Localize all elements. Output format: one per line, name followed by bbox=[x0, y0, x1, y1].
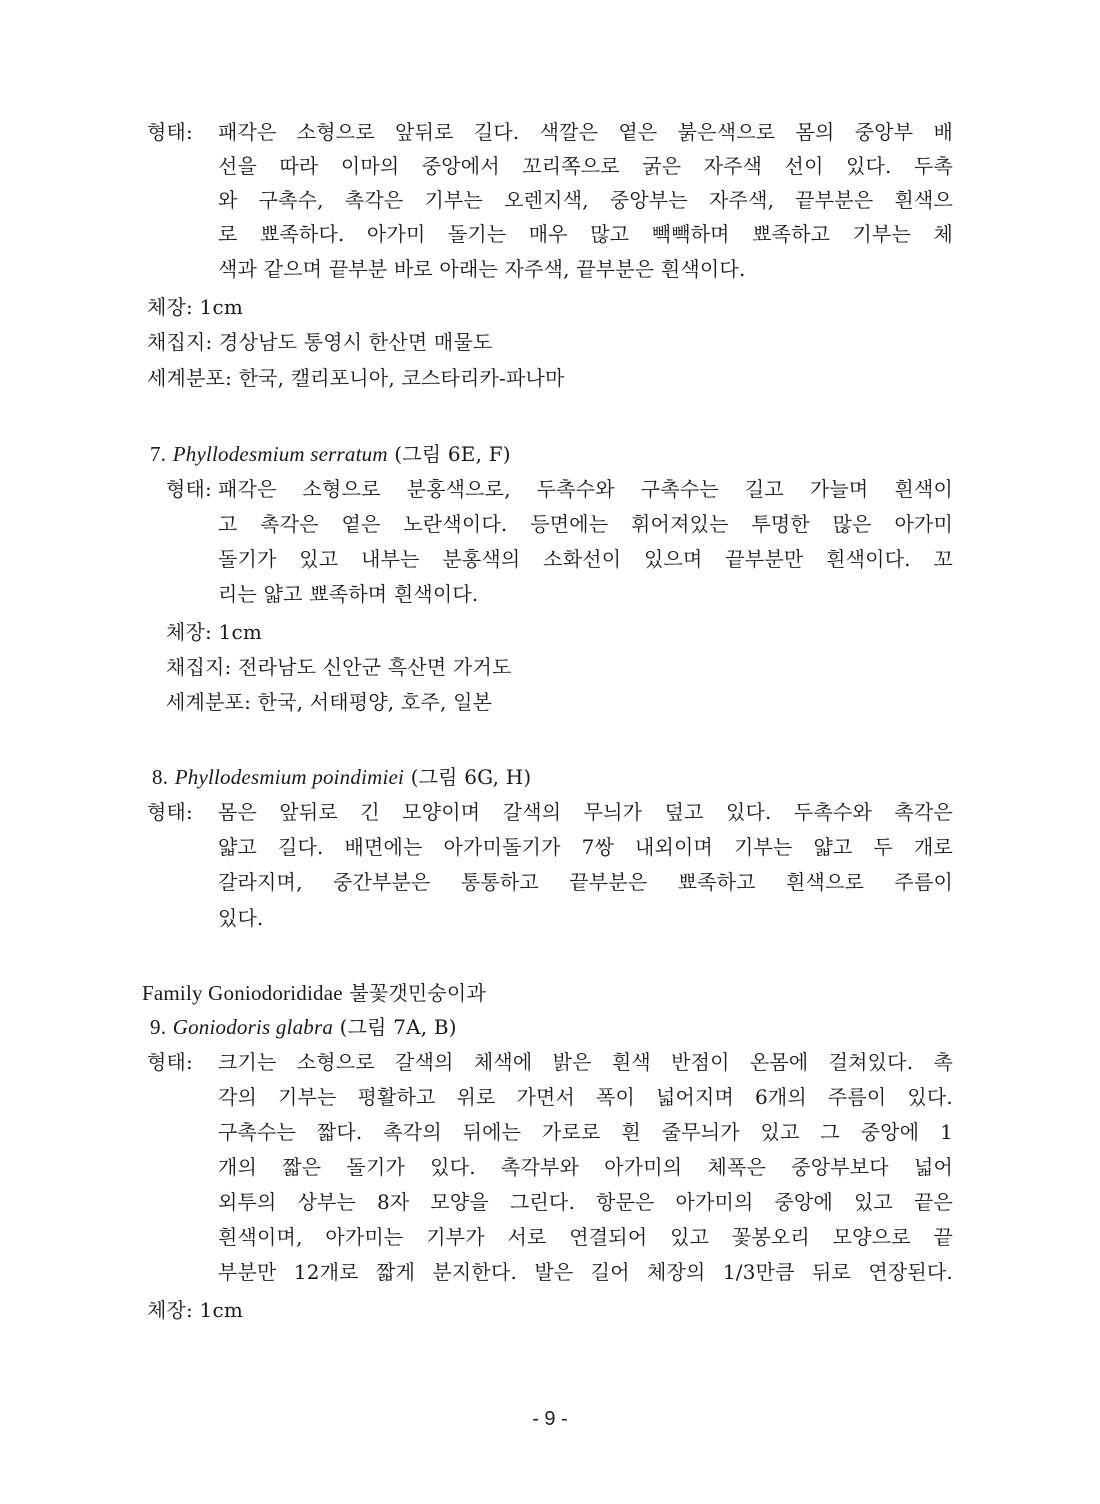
form-line: 몸은 앞뒤로 긴 모양이며 갈색의 무늬가 덮고 있다. 두촉수와 촉각은 bbox=[218, 800, 953, 824]
figure-reference: (그림 6G, H) bbox=[410, 765, 532, 789]
form-line: 얇고 길다. 배면에는 아가미돌기가 7쌍 내외이며 기부는 얇고 두 개로 bbox=[218, 835, 953, 859]
entry-number: 7. bbox=[150, 442, 167, 466]
collection-site: 채집지: 전라남도 신안군 흑산면 가거도 bbox=[166, 655, 512, 679]
form-label: 형태: bbox=[147, 1050, 193, 1074]
form-line: 돌기가 있고 내부는 분홍색의 소화선이 있으며 끝부분만 흰색이다. 꼬 bbox=[218, 547, 953, 571]
body-length: 체장: 1cm bbox=[147, 1298, 244, 1322]
form-line: 와 구촉수, 촉각은 기부는 오렌지색, 중앙부는 자주색, 끝부분은 흰색으 bbox=[218, 188, 953, 212]
form-line: 패각은 소형으로 앞뒤로 길다. 색깔은 옅은 붉은색으로 몸의 중앙부 배 bbox=[218, 120, 953, 144]
entry-number: 8. bbox=[152, 765, 169, 789]
species-name: Phyllodesmium poindimiei bbox=[174, 765, 405, 789]
form-label: 형태: bbox=[166, 477, 212, 501]
form-line: 크기는 소형으로 갈색의 체색에 밝은 흰색 반점이 온몸에 걸쳐있다. 촉 bbox=[218, 1050, 953, 1074]
form-line: 고 촉각은 옅은 노란색이다. 등면에는 휘어져있는 투명한 많은 아가미 bbox=[218, 512, 953, 536]
page-number: - 9 - bbox=[532, 1408, 568, 1430]
figure-reference: (그림 7A, B) bbox=[339, 1015, 457, 1039]
family-heading bbox=[142, 979, 486, 1007]
body-length: 체장: 1cm bbox=[166, 620, 263, 644]
species-heading bbox=[150, 440, 511, 468]
form-line: 갈라지며, 중간부분은 통통하고 끝부분은 뾰족하고 흰색으로 주름이 bbox=[218, 870, 953, 894]
form-line: 흰색이며, 아가미는 기부가 서로 연결되어 있고 꽃봉오리 모양으로 끝 bbox=[218, 1225, 953, 1249]
family-latin-name: Family Goniodorididae bbox=[142, 981, 343, 1005]
form-line: 로 뾰족하다. 아가미 돌기는 매우 많고 빽빽하며 뾰족하고 기부는 체 bbox=[218, 222, 953, 246]
figure-reference: (그림 6E, F) bbox=[394, 442, 511, 466]
form-line: 개의 짧은 돌기가 있다. 촉각부와 아가미의 체폭은 중앙부보다 넓어 bbox=[218, 1155, 953, 1179]
form-label: 형태: bbox=[147, 800, 193, 824]
species-name: Goniodoris glabra bbox=[172, 1015, 334, 1039]
form-line: 구촉수는 짧다. 촉각의 뒤에는 가로로 흰 줄무늬가 있고 그 중앙에 1 bbox=[218, 1120, 953, 1144]
form-line: 패각은 소형으로 분홍색으로, 두촉수와 구촉수는 길고 가늘며 흰색이 bbox=[218, 477, 953, 501]
family-korean-name: 불꽃갯민숭이과 bbox=[349, 981, 486, 1005]
entry-number: 9. bbox=[150, 1015, 167, 1039]
world-distribution: 세계분포: 한국, 캘리포니아, 코스타리카-파나마 bbox=[147, 366, 565, 390]
body-length: 체장: 1cm bbox=[147, 295, 244, 319]
form-line: 색과 같으며 끝부분 바로 아래는 자주색, 끝부분은 흰색이다. bbox=[218, 257, 746, 281]
world-distribution: 세계분포: 한국, 서태평양, 호주, 일본 bbox=[166, 690, 493, 714]
form-label: 형태: bbox=[147, 120, 193, 144]
collection-site: 채집지: 경상남도 통영시 한산면 매물도 bbox=[147, 330, 493, 354]
form-line: 부분만 12개로 짧게 분지한다. 발은 길어 체장의 1/3만큼 뒤로 연장된다. bbox=[218, 1260, 953, 1284]
form-line: 각의 기부는 평활하고 위로 가면서 폭이 넓어지며 6개의 주름이 있다. bbox=[218, 1085, 953, 1109]
form-line: 있다. bbox=[218, 906, 264, 930]
species-heading bbox=[150, 1013, 457, 1041]
form-line: 리는 얇고 뾰족하며 흰색이다. bbox=[218, 582, 479, 606]
form-line: 선을 따라 이마의 중앙에서 꼬리쪽으로 굵은 자주색 선이 있다. 두촉 bbox=[218, 154, 953, 178]
species-name: Phyllodesmium serratum bbox=[172, 442, 388, 466]
species-heading bbox=[152, 763, 531, 791]
form-line: 외투의 상부는 8자 모양을 그린다. 항문은 아가미의 중앙에 있고 끝은 bbox=[218, 1190, 953, 1214]
